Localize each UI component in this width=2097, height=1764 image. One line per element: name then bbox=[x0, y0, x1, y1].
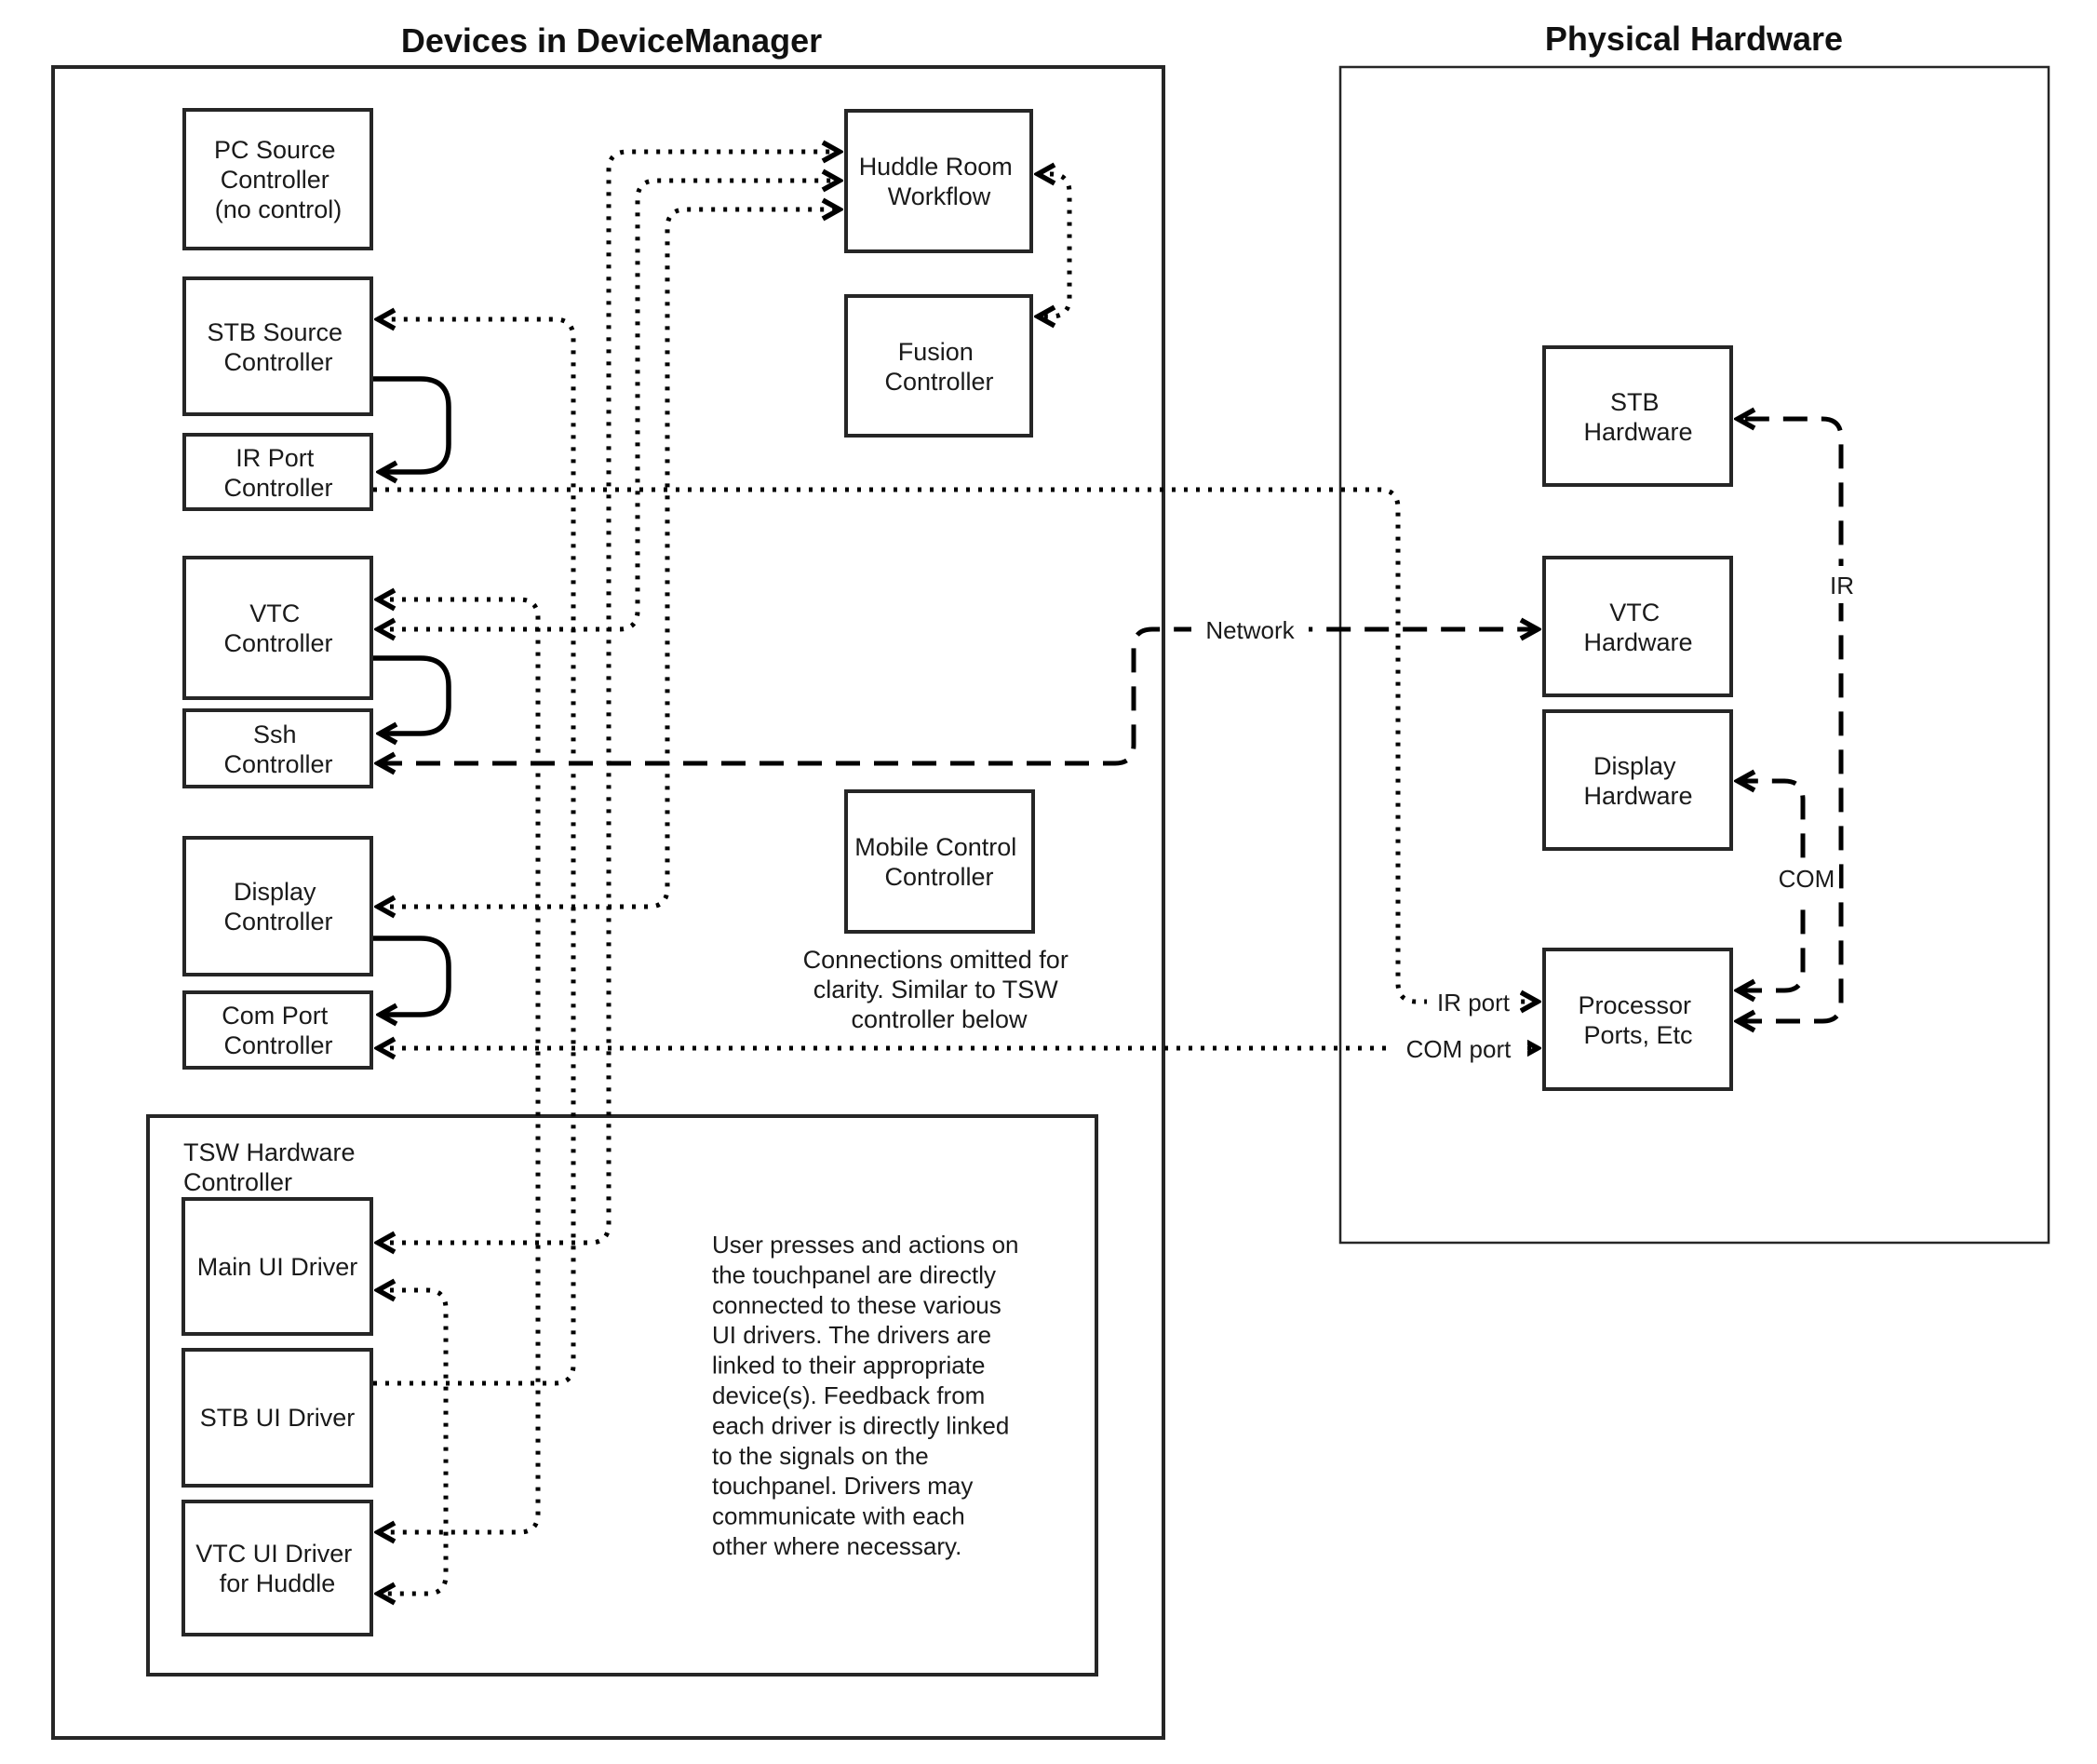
node-processor-ports bbox=[1544, 949, 1731, 1089]
svg-text:STB Source Controller: STB Source Controller bbox=[207, 318, 343, 376]
node-ir-port-controller bbox=[184, 435, 371, 509]
right-group-title: Physical Hardware bbox=[1544, 20, 1844, 58]
svg-text:VTC Hardware: VTC Hardware bbox=[1583, 599, 1693, 656]
svg-text:Ssh Controller: Ssh Controller bbox=[223, 720, 333, 778]
node-ssh-controller bbox=[184, 710, 371, 787]
mobile-note-text: Connections omitted for clarity. Similar to TSW controller below bbox=[802, 946, 1069, 1033]
left-group-title: Devices in DeviceManager bbox=[400, 21, 823, 60]
node-display-hardware bbox=[1544, 711, 1731, 849]
edge-label-ir bbox=[1821, 566, 1863, 603]
node-stb-source-controller bbox=[184, 278, 371, 414]
edge-label-com bbox=[1772, 858, 1839, 897]
edge-vtc-to-vtc-ui bbox=[378, 599, 538, 1532]
svg-text:VTC UI Driver for Huddle: VTC UI Driver for Huddle bbox=[195, 1540, 353, 1597]
edge-main-ui-to-vtc-ui bbox=[378, 1290, 446, 1594]
node-vtc-hardware bbox=[1544, 558, 1731, 695]
svg-text:Main UI Driver: Main UI Driver bbox=[196, 1253, 358, 1281]
svg-text:Huddle Room Workflow: Huddle Room Workflow bbox=[858, 153, 1013, 210]
node-pc-source-controller bbox=[184, 110, 371, 249]
node-fusion-controller bbox=[846, 296, 1031, 436]
node-display-controller bbox=[184, 838, 371, 975]
svg-text:Display Controller: Display Controller bbox=[223, 878, 333, 936]
svg-text:Network: Network bbox=[1205, 616, 1295, 644]
tsw-container-label: TSW Hardware Controller bbox=[183, 1138, 356, 1196]
node-vtc-ui-driver-for-huddle bbox=[183, 1501, 371, 1635]
edge-label-ir-port bbox=[1427, 983, 1520, 1020]
edge-processor-to-stb-hardware-ir bbox=[1738, 419, 1841, 1021]
edge-vtc-to-ssh bbox=[373, 658, 449, 734]
edge-label-network bbox=[1191, 612, 1309, 647]
node-com-port-controller bbox=[184, 992, 371, 1068]
edge-label-com-port bbox=[1390, 1030, 1527, 1067]
svg-text:IR port: IR port bbox=[1436, 989, 1511, 1017]
edge-ssh-to-vtc-hardware-network bbox=[378, 629, 1538, 763]
svg-text:STB UI Driver: STB UI Driver bbox=[199, 1404, 356, 1432]
touchpanel-paragraph: User presses and actions on the touchpanel are directly connected to these various UI drivers. The drivers are linked to their appropriate device(s). Feedback from each driver is directly linked to the signals on the touchpanel. Drivers may communicate with each other where necessary. bbox=[712, 1231, 1019, 1560]
svg-text:COM port: COM port bbox=[1405, 1035, 1512, 1063]
svg-text:Display Hardware: Display Hardware bbox=[1583, 752, 1693, 810]
node-vtc-controller bbox=[184, 558, 371, 698]
svg-text:Fusion Controller: Fusion Controller bbox=[884, 338, 994, 396]
svg-text:IR Port Controller: IR Port Controller bbox=[223, 444, 333, 502]
edge-stb-ui-to-stb-source bbox=[373, 319, 573, 1383]
svg-text:STB Hardware: STB Hardware bbox=[1583, 388, 1693, 446]
svg-text:Com Port Controller: Com Port Controller bbox=[222, 1002, 333, 1059]
svg-text:Processor Ports, Etc: Processor Ports, Etc bbox=[1578, 991, 1693, 1049]
edge-display-to-com-port bbox=[373, 938, 449, 1015]
node-main-ui-driver bbox=[183, 1199, 371, 1334]
edge-stb-source-to-ir-port bbox=[373, 379, 449, 472]
svg-text:VTC Controller: VTC Controller bbox=[223, 599, 333, 657]
node-huddle-room-workflow bbox=[846, 111, 1031, 251]
edge-huddle-to-fusion bbox=[1038, 174, 1069, 316]
node-stb-hardware bbox=[1544, 347, 1731, 485]
svg-text:PC Source Controller: PC Source Controller (no control) bbox=[213, 136, 343, 223]
svg-text:IR: IR bbox=[1830, 572, 1854, 599]
node-stb-ui-driver bbox=[183, 1350, 371, 1486]
svg-text:COM: COM bbox=[1778, 865, 1835, 893]
node-mobile-control-controller bbox=[846, 791, 1033, 932]
svg-text:Mobile Control Controlle: Mobile Control Controller bbox=[854, 833, 1017, 891]
